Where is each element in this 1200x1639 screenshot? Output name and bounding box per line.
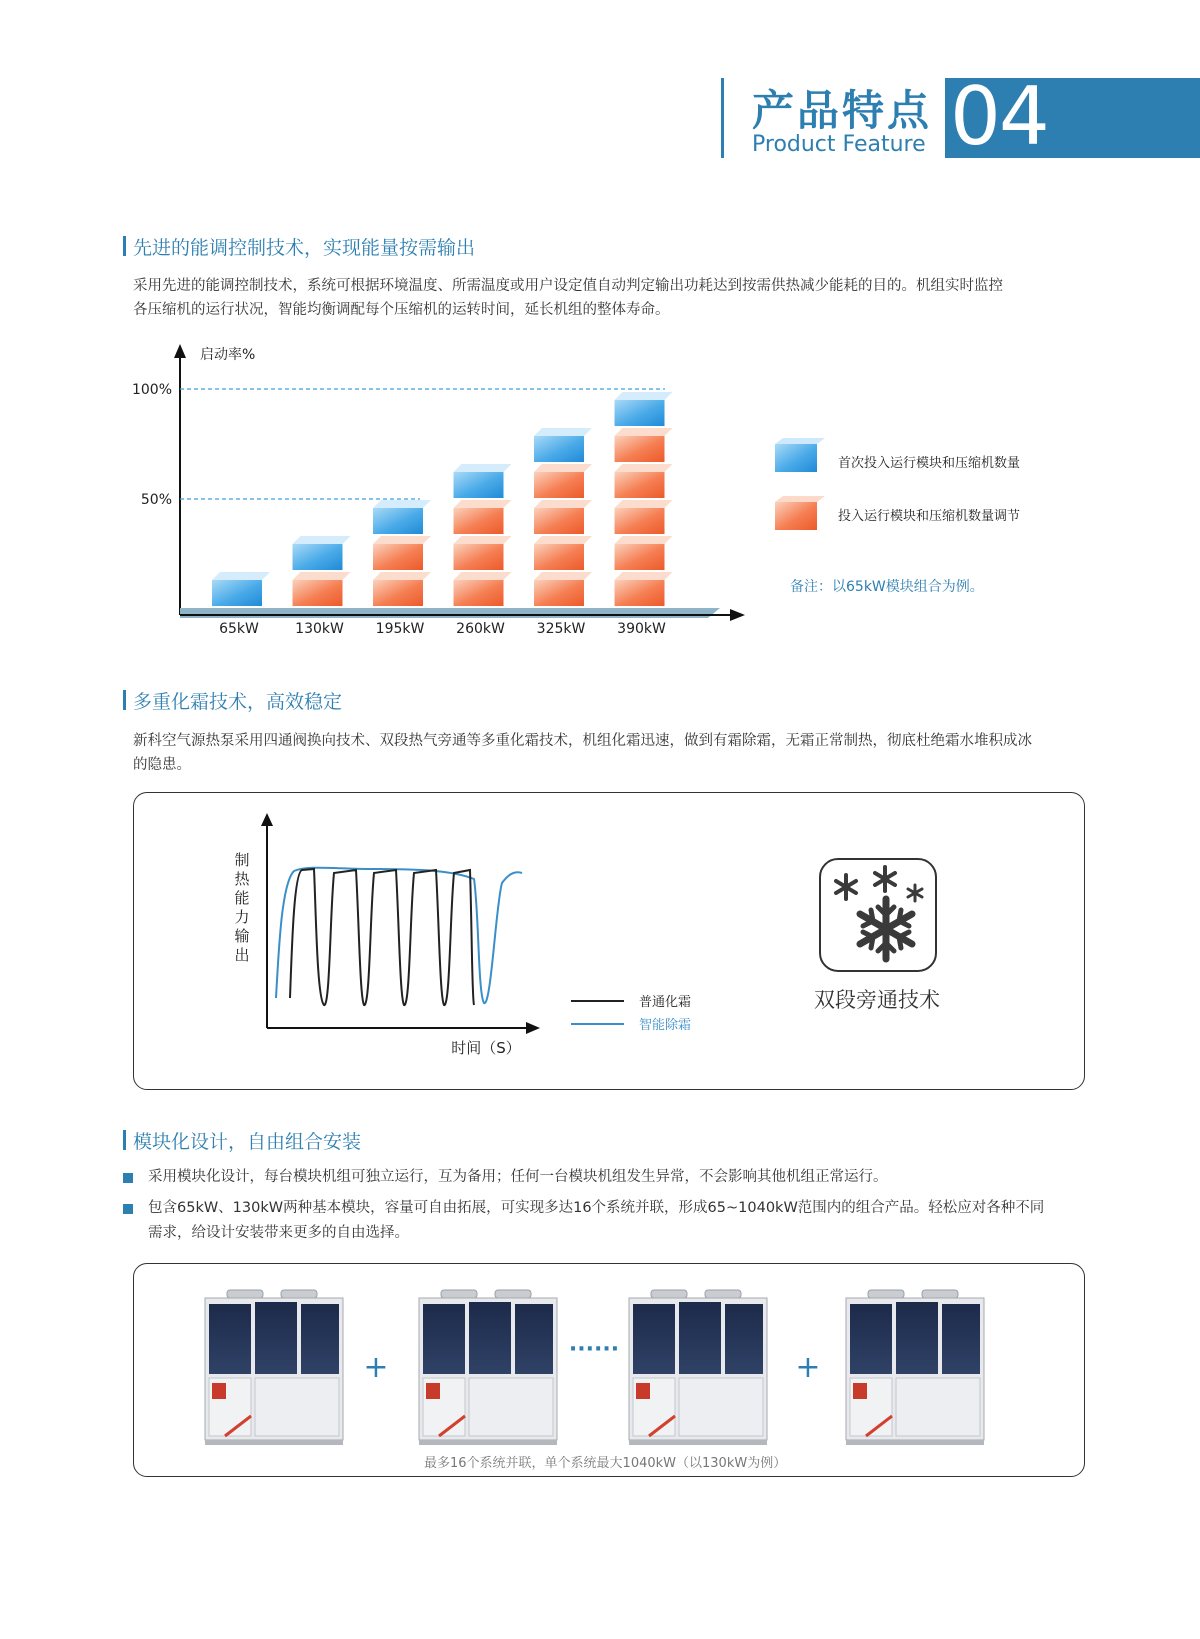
section3-marker — [123, 1130, 126, 1150]
block-face — [534, 580, 584, 606]
block-face — [534, 472, 584, 498]
defrost-y-label-char: 能 — [234, 889, 250, 907]
block-face — [534, 436, 584, 462]
block-face — [212, 580, 262, 606]
module-panel — [133, 1263, 1085, 1477]
bullet2-text — [148, 1196, 1088, 1246]
bar-block-adjust-390kW-4 — [615, 428, 673, 462]
bullet2-line1: 包含65kW、130kW两种基本模块，容量可自由拓展，可实现多达16个系统并联，形成65~1040kW范围内的组合产品。轻松应对各种不同 — [148, 1200, 1045, 1216]
block-face — [534, 544, 584, 570]
block-face — [454, 580, 504, 606]
bar-block-first-run-390kW-5 — [615, 392, 673, 426]
legend-swatch-adjust — [775, 502, 817, 530]
block-face — [454, 508, 504, 534]
block-top — [454, 572, 512, 580]
section1-title: 先进的能调控制技术，实现能量按需输出 — [133, 237, 476, 259]
block-top — [615, 428, 673, 436]
defrost-x-arrow — [526, 1022, 540, 1034]
bar-block-first-run-195kW-2 — [373, 500, 431, 534]
defrost-y-arrow — [261, 813, 273, 826]
defrost-y-label — [234, 851, 250, 964]
block-top — [212, 572, 270, 580]
bar-block-adjust-195kW-0 — [373, 572, 431, 606]
defrost-y-label-char: 输 — [234, 927, 250, 945]
module-unit-3 — [629, 1290, 767, 1445]
header-title-en: Product Feature — [752, 132, 926, 157]
block-top — [373, 500, 431, 508]
bullet1-marker — [123, 1173, 133, 1183]
block-top — [615, 572, 673, 580]
block-face — [615, 544, 665, 570]
legend-normal-defrost: 普通化霜 — [639, 995, 692, 1010]
section2-paragraph-line1: 新科空气源热泵采用四通阀换向技术、双段热气旁通等多重化霜技术，机组化霜迅速，做到有霜除霜，无霜正常制热，彻底杜绝霜水堆积成冰 — [133, 733, 1032, 749]
section3-title: 模块化设计，自由组合安装 — [133, 1131, 362, 1153]
defrost-y-label-char: 出 — [234, 946, 250, 964]
bar-block-adjust-130kW-0 — [293, 572, 351, 606]
defrost-y-label-char: 力 — [234, 908, 250, 926]
bar-block-first-run-65kW-0 — [212, 572, 270, 606]
bar-block-adjust-390kW-2 — [615, 500, 673, 534]
category-label-195kW: 195kW — [375, 621, 425, 637]
block-top — [534, 428, 592, 436]
module-illustration — [134, 1264, 1084, 1476]
y-axis-arrow — [174, 344, 186, 358]
category-label-130kW: 130kW — [295, 621, 344, 637]
block-top — [534, 464, 592, 472]
bar-block-adjust-260kW-0 — [454, 572, 512, 606]
y-axis-label: 启动率% — [200, 347, 256, 363]
section1-marker — [123, 236, 126, 256]
header-divider — [721, 78, 724, 158]
section2-marker — [123, 690, 126, 710]
bar-block-adjust-390kW-3 — [615, 464, 673, 498]
module-unit-4 — [846, 1290, 984, 1445]
category-label-390kW: 390kW — [617, 621, 666, 637]
bar-block-adjust-390kW-1 — [615, 536, 673, 570]
block-face — [615, 472, 665, 498]
block-top — [293, 536, 351, 544]
defrost-panel — [133, 792, 1085, 1090]
legend-swatch-first-run-top — [775, 438, 825, 444]
category-label-65kW: 65kW — [219, 621, 259, 637]
block-top — [534, 500, 592, 508]
chart-floor — [180, 608, 720, 618]
bullet2-marker — [123, 1204, 133, 1214]
legend-swatch-first-run — [775, 444, 817, 472]
bar-block-first-run-325kW-4 — [534, 428, 592, 462]
section1-paragraph — [133, 274, 1093, 322]
block-top — [615, 536, 673, 544]
block-top — [454, 500, 512, 508]
block-face — [293, 544, 343, 570]
block-top — [454, 536, 512, 544]
bar-block-adjust-325kW-3 — [534, 464, 592, 498]
capacity-bar-chart — [120, 340, 1080, 650]
category-label-260kW: 260kW — [456, 621, 505, 637]
module-unit-1 — [205, 1290, 343, 1445]
legend-label-adjust: 投入运行模块和压缩机数量调节 — [838, 509, 1021, 524]
block-top — [534, 572, 592, 580]
block-face — [454, 472, 504, 498]
defrost-y-label-char: 制 — [234, 851, 250, 869]
header-title-cn: 产品特点 — [752, 86, 933, 135]
bar-block-adjust-260kW-1 — [454, 536, 512, 570]
section1-paragraph-line2: 各压缩机的运行状况，智能均衡调配每个压缩机的运转时间，延长机组的整体寿命。 — [133, 302, 670, 318]
bar-block-adjust-390kW-0 — [615, 572, 673, 606]
block-face — [373, 544, 423, 570]
block-face — [615, 400, 665, 426]
defrost-x-label: 时间（S） — [451, 1039, 521, 1057]
defrost-y-label-char: 热 — [234, 870, 250, 888]
block-top — [373, 536, 431, 544]
category-label-325kW: 325kW — [536, 621, 586, 637]
block-face — [534, 508, 584, 534]
legend-label-first-run: 首次投入运行模块和压缩机数量 — [838, 456, 1021, 471]
bar-block-first-run-130kW-1 — [293, 536, 351, 570]
ref-label-50%: 50% — [140, 492, 172, 508]
block-face — [454, 544, 504, 570]
block-face — [615, 580, 665, 606]
bar-block-adjust-325kW-1 — [534, 536, 592, 570]
ellipsis-dots: ······ — [568, 1337, 620, 1362]
ref-label-100%: 100% — [131, 382, 172, 398]
bar-block-adjust-325kW-0 — [534, 572, 592, 606]
section1-paragraph-line1: 采用先进的能调控制技术，系统可根据环境温度、所需温度或用户设定值自动判定输出功耗达到按需供热减少能耗的目的。机组实时监控 — [133, 278, 1003, 294]
block-top — [293, 572, 351, 580]
bypass-tech-label: 双段旁通技术 — [814, 988, 940, 1012]
block-face — [373, 580, 423, 606]
block-face — [615, 436, 665, 462]
block-face — [615, 508, 665, 534]
bullet1-text: 采用模块化设计，每台模块机组可独立运行，互为备用；任何一台模块机组发生异常，不会影响其他机组正常运行。 — [148, 1169, 888, 1185]
header-number: 04 — [950, 70, 1048, 163]
section2-paragraph — [133, 729, 1093, 777]
bar-block-adjust-195kW-1 — [373, 536, 431, 570]
legend — [775, 438, 1020, 530]
x-axis-arrow — [730, 609, 745, 621]
block-face — [373, 508, 423, 534]
bullet2-line2: 需求，给设计安装带来更多的自由选择。 — [148, 1225, 409, 1241]
bar-block-adjust-325kW-2 — [534, 500, 592, 534]
block-top — [615, 392, 673, 400]
legend-swatch-adjust-top — [775, 496, 825, 502]
chart-note: 备注：以65kW模块组合为例。 — [790, 579, 984, 595]
block-top — [615, 500, 673, 508]
bar-block-first-run-260kW-3 — [454, 464, 512, 498]
plus-sign-1: + — [363, 1350, 389, 1385]
defrost-graph — [134, 793, 1084, 1089]
block-top — [373, 572, 431, 580]
block-top — [534, 536, 592, 544]
legend-smart-defrost: 智能除霜 — [639, 1018, 692, 1033]
block-top — [615, 464, 673, 472]
module-caption: 最多16个系统并联，单个系统最大1040kW（以130kW为例） — [424, 1456, 787, 1471]
section2-paragraph-line2: 的隐患。 — [133, 757, 191, 773]
plus-sign-2: + — [795, 1350, 821, 1385]
block-top — [454, 464, 512, 472]
module-unit-2 — [419, 1290, 557, 1445]
bar-block-adjust-260kW-2 — [454, 500, 512, 534]
normal-defrost-curve — [290, 869, 474, 1005]
block-face — [293, 580, 343, 606]
section2-title: 多重化霜技术，高效稳定 — [133, 691, 343, 713]
